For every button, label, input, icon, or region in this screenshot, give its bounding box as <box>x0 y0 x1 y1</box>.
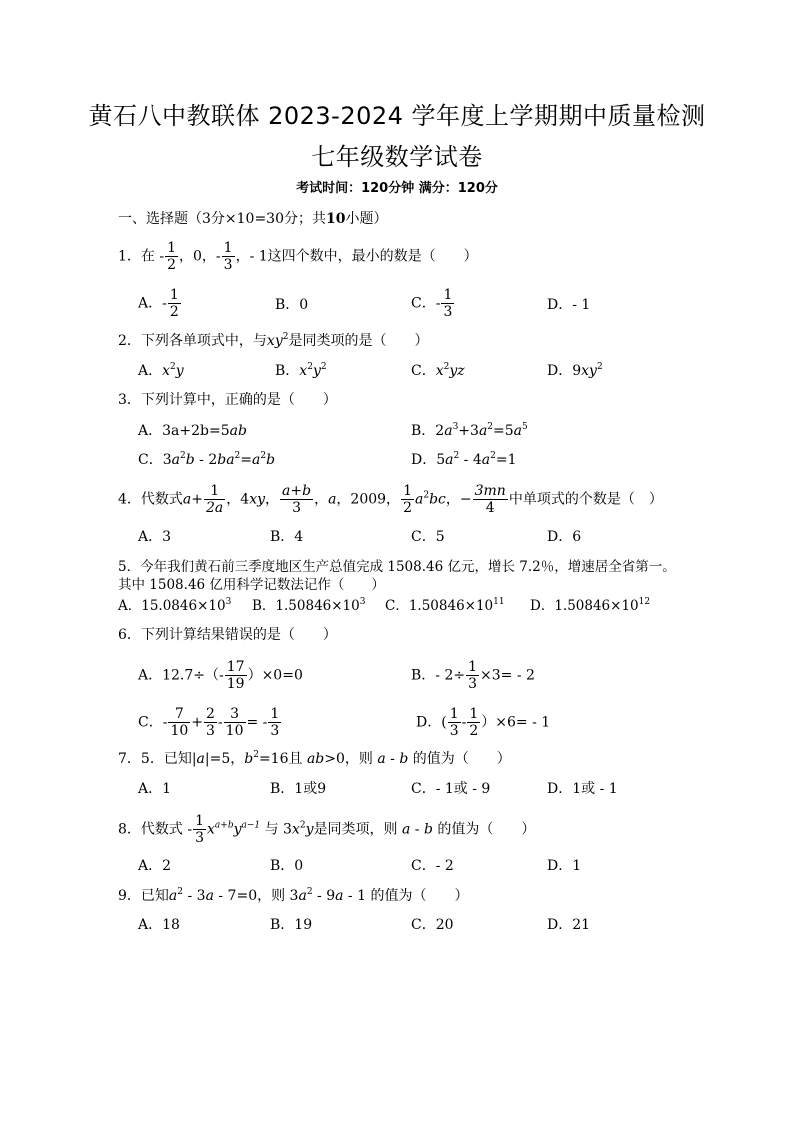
q8-option-b[interactable]: B．0 <box>270 858 304 874</box>
exam-info-middle: 分钟 满分： <box>388 181 458 196</box>
math-var: a <box>168 888 178 904</box>
exam-info-suffix: 分 <box>484 181 498 196</box>
math-var: a <box>478 423 488 439</box>
option-text: B．- 2÷ <box>411 667 466 684</box>
denominator: 10 <box>170 723 189 739</box>
q4-text: ， <box>314 491 329 508</box>
q9-text: - 3 <box>183 888 206 904</box>
q4-text: + <box>191 491 204 508</box>
section-label-a: 一、选择题（3分×10=30分；共 <box>118 211 326 227</box>
denominator: 2 <box>169 304 179 320</box>
section-heading <box>118 208 387 228</box>
exponent: 12 <box>638 597 651 607</box>
numerator: 1 <box>468 659 478 675</box>
denominator: 3 <box>449 723 459 739</box>
math-var: bc <box>429 491 446 508</box>
option-text: =1 <box>495 452 517 468</box>
option-text: - <box>217 714 223 731</box>
q1-option-c[interactable] <box>411 287 455 320</box>
q4-text: ，2009， <box>336 491 401 508</box>
question-4-stem <box>118 483 663 516</box>
numerator: 1 <box>223 240 233 256</box>
math-var: xy <box>581 363 597 379</box>
q1-text: 1．在 - <box>118 248 165 265</box>
exponent: 5 <box>522 422 528 432</box>
q7-text: 的值为（ ） <box>408 751 511 767</box>
fraction <box>280 483 313 516</box>
option-text: A．12.7÷（- <box>138 667 224 684</box>
math-var: xy <box>266 333 283 349</box>
denominator: 3 <box>195 830 205 846</box>
numerator: 1 <box>195 813 205 829</box>
fraction <box>224 706 246 739</box>
question-5-stem-line2: 其中 1508.46 亿用科学记数法记作（ ） <box>118 577 385 593</box>
q7-option-a[interactable]: A．1 <box>138 781 172 797</box>
q5-option-b[interactable] <box>252 598 365 614</box>
numerator: 7 <box>174 706 184 722</box>
denominator: 2 <box>469 723 479 739</box>
numerator: 3 <box>230 706 240 722</box>
q9-option-c[interactable]: C．20 <box>411 917 454 933</box>
option-label: B． <box>275 363 300 379</box>
math-var: a <box>401 821 411 838</box>
denominator: 3 <box>280 499 313 516</box>
option-text: =5 <box>493 423 514 439</box>
math-var: ab <box>229 423 247 439</box>
q1-text: ，- 1这四个数中，最小的数是（ ） <box>235 248 478 265</box>
denominator: 3 <box>270 723 280 739</box>
q1-option-a[interactable] <box>138 287 182 320</box>
math-var: a <box>444 423 453 439</box>
q3-option-c[interactable] <box>138 452 275 468</box>
math-var: x <box>299 363 308 379</box>
q4-option-c[interactable]: C．5 <box>411 529 445 545</box>
option-text: - <box>461 714 467 731</box>
numerator: 1 <box>469 706 479 722</box>
math-var: ba <box>217 452 235 468</box>
math-var: a <box>445 452 454 468</box>
denominator: 3 <box>468 676 478 692</box>
exam-info-prefix: 考试时间： <box>296 181 362 196</box>
question-2-stem <box>118 333 428 349</box>
q2-option-a[interactable] <box>138 363 184 379</box>
fraction <box>473 483 508 516</box>
math-var: y <box>175 363 184 379</box>
q9-option-a[interactable]: A．18 <box>138 917 180 933</box>
exponent: 2 <box>320 362 327 372</box>
q8-option-c[interactable]: C．- 2 <box>411 858 454 874</box>
q7-text: 7．5．已知| <box>118 751 197 767</box>
q1-option-b[interactable]: B．0 <box>275 297 309 313</box>
exponent: 2 <box>490 451 496 461</box>
question-1-stem <box>118 240 478 273</box>
numerator: 1 <box>169 287 179 303</box>
math-var: yz <box>449 363 465 379</box>
fraction <box>466 659 479 692</box>
math-var: a <box>414 491 424 508</box>
question-9-stem <box>118 888 468 904</box>
exponent: 2 <box>423 490 430 501</box>
denominator: 3 <box>443 304 453 320</box>
q8-text: 8．代数式 - <box>118 821 193 838</box>
math-var: x <box>291 821 300 838</box>
numerator: 1 <box>443 287 453 303</box>
fraction <box>168 706 190 739</box>
math-var: b <box>423 821 433 838</box>
q8-option-a[interactable]: A．2 <box>138 858 172 874</box>
exponent: 2 <box>596 362 603 372</box>
option-label: B．2 <box>411 423 445 439</box>
exponent: 2 <box>179 451 186 461</box>
fraction <box>165 240 178 273</box>
exam-score: 120 <box>457 181 485 196</box>
exponent: a−1 <box>241 820 261 831</box>
option-text: D．( <box>416 714 447 731</box>
q9-text: - 9 <box>312 888 336 904</box>
q4-text: 4．代数式 <box>118 491 183 508</box>
exponent: 2 <box>487 422 494 432</box>
math-var: a <box>182 491 192 508</box>
exponent: 2 <box>453 451 460 461</box>
q8-text: 与 3 <box>260 821 292 838</box>
exponent: 2 <box>234 451 241 461</box>
math-var: y <box>305 821 314 838</box>
q5-option-d[interactable] <box>530 598 650 614</box>
q9-option-d[interactable]: D．21 <box>547 917 591 933</box>
q3-option-a[interactable] <box>138 423 247 439</box>
option-text: D．1.50846×10 <box>530 598 639 614</box>
q7-option-d[interactable]: D．1或 - 1 <box>547 781 618 797</box>
denominator: 2 <box>403 500 412 516</box>
q7-text: >0，则 <box>324 751 378 767</box>
math-var: a <box>171 452 180 468</box>
numerator: 3mn <box>474 483 506 499</box>
q9-text: - 7=0，则 3 <box>213 888 299 904</box>
option-text: A．15.0846×10 <box>118 598 226 614</box>
q2-text: 是同类项的是（ ） <box>288 333 429 349</box>
q7-option-c[interactable]: C．- 1或 - 9 <box>411 781 491 797</box>
q2-option-c[interactable] <box>411 363 465 379</box>
fraction <box>168 287 181 320</box>
math-var: b <box>244 751 254 767</box>
option-text: ×3= - 2 <box>480 667 535 684</box>
option-text: C．1.50846×10 <box>385 598 494 614</box>
numerator: 1 <box>403 483 412 499</box>
option-text: +3 <box>458 423 479 439</box>
exponent: 11 <box>493 597 505 607</box>
math-var: a <box>377 751 386 767</box>
math-var: a <box>335 888 344 904</box>
option-text: ）×0=0 <box>247 667 303 684</box>
q2-option-b[interactable] <box>275 363 327 379</box>
q4-text: 中单项式的个数是（ ） <box>508 491 663 508</box>
q4-text: ， <box>265 491 280 508</box>
q8-text: 是同类项，则 <box>313 821 402 838</box>
q6-option-b[interactable] <box>411 659 535 692</box>
math-var: b <box>185 452 195 468</box>
q3-option-d[interactable] <box>411 452 517 468</box>
numerator: 1 <box>210 483 220 499</box>
denominator: 10 <box>225 723 244 739</box>
fraction <box>193 813 206 846</box>
math-var: a <box>328 491 337 508</box>
exponent: 2 <box>443 362 450 372</box>
option-text: - 4 <box>459 452 482 468</box>
math-var: ab <box>306 751 325 767</box>
math-var: b <box>266 452 276 468</box>
question-6-stem: 6．下列计算结果错误的是（ ） <box>118 627 337 643</box>
q6-option-d[interactable] <box>416 706 550 739</box>
q2-text: 2．下列各单项式中，与 <box>118 333 267 349</box>
fraction <box>401 483 414 516</box>
numerator: 2 <box>206 706 215 722</box>
q7-text: =16且 <box>258 751 307 767</box>
q1-option-d[interactable]: D．- 1 <box>547 297 591 313</box>
option-label: C．3 <box>138 452 172 468</box>
exponent: 2 <box>282 332 289 342</box>
option-text: C．- <box>411 295 441 312</box>
option-text: = <box>240 452 253 468</box>
math-var: a <box>513 423 523 439</box>
exponent: a+b <box>214 820 234 831</box>
option-text: A．- <box>138 295 167 312</box>
math-var: b <box>399 751 409 767</box>
denominator: 2a <box>206 500 224 516</box>
q4-option-b[interactable]: B．4 <box>270 529 304 545</box>
fraction <box>204 483 225 516</box>
fraction <box>467 706 480 739</box>
fraction <box>204 706 217 739</box>
exponent: 3 <box>359 597 366 607</box>
option-text: ）×6= - 1 <box>481 714 551 731</box>
q8-option-d[interactable]: D．1 <box>547 858 582 874</box>
exam-title-line2: 七年级数学试卷 <box>311 143 483 171</box>
fraction <box>441 287 454 320</box>
exam-title-line1: 黄石八中教联体 2023-2024 学年度上学期期中质量检测 <box>88 102 706 130</box>
fraction <box>222 240 235 273</box>
q4-text: ，4 <box>226 491 250 508</box>
q4-option-d[interactable]: D．6 <box>547 529 582 545</box>
exponent: 2 <box>253 750 259 760</box>
question-5-stem-line1: 5．今年我们黄石前三季度地区生产总值完成 1508.46 亿元，增长 7.2％，增速居全省第一。 <box>118 559 676 575</box>
exponent: 2 <box>307 362 313 372</box>
section-label-b: 小题） <box>345 211 388 227</box>
fraction <box>268 706 281 739</box>
math-var: a <box>481 452 491 468</box>
option-text: B．1.50846×10 <box>252 598 360 614</box>
denominator: 3 <box>223 257 233 273</box>
math-var: x <box>162 363 171 379</box>
numerator: 17 <box>226 659 245 675</box>
q4-option-a[interactable]: A．3 <box>138 529 172 545</box>
math-var: x <box>435 363 444 379</box>
math-var: a <box>196 751 205 767</box>
option-label: C． <box>411 363 436 379</box>
exponent: 3 <box>225 597 232 607</box>
exponent: 2 <box>170 362 176 372</box>
q8-text: 的值为（ ） <box>432 821 536 838</box>
option-label: A． <box>138 363 163 379</box>
q7-option-b[interactable]: B．1或9 <box>270 781 327 797</box>
exponent: 2 <box>260 451 267 461</box>
q5-option-a[interactable] <box>118 598 231 614</box>
q6-option-c[interactable] <box>138 706 282 739</box>
option-text: - 2 <box>194 452 218 468</box>
exam-info <box>0 177 794 196</box>
q1-text: ，0，- <box>179 248 221 265</box>
q4-text: ，− <box>445 491 472 508</box>
denominator: 19 <box>226 676 245 692</box>
q9-text: - 1 的值为（ ） <box>343 888 469 904</box>
q8-text: - <box>410 821 424 838</box>
math-var: a <box>252 452 261 468</box>
q9-text: 9．已知 <box>118 888 169 904</box>
denominator: 4 <box>473 499 508 516</box>
math-var: a <box>205 888 214 904</box>
exponent: 2 <box>306 887 313 897</box>
option-text: = - <box>246 714 268 731</box>
exam-time: 120 <box>361 181 389 196</box>
question-8-stem <box>118 813 535 846</box>
question-3-stem: 3．下列计算中，正确的是（ ） <box>118 392 337 408</box>
q5-option-c[interactable] <box>385 598 505 614</box>
fraction <box>225 659 247 692</box>
math-var: xy <box>249 491 266 508</box>
numerator: 1 <box>167 240 177 256</box>
denominator: 3 <box>206 723 215 739</box>
option-text: + <box>191 714 204 731</box>
option-label: D．5 <box>411 452 446 468</box>
math-var: a <box>298 888 307 904</box>
numerator: 1 <box>270 706 280 722</box>
q7-text: - <box>385 751 400 767</box>
exponent: 2 <box>299 820 306 831</box>
option-label: D．9 <box>547 363 582 379</box>
section-count: 10 <box>326 211 346 227</box>
q6-option-a[interactable] <box>138 659 303 692</box>
math-var: y <box>233 821 242 838</box>
fraction <box>448 706 461 739</box>
math-var: y <box>312 363 321 379</box>
q9-option-b[interactable]: B．19 <box>270 917 313 933</box>
math-var: x <box>207 821 215 838</box>
exponent: 3 <box>452 422 459 432</box>
q2-option-d[interactable] <box>547 363 603 379</box>
exponent: 2 <box>177 887 184 897</box>
denominator: 2 <box>167 257 177 273</box>
numerator: 1 <box>449 706 459 722</box>
question-7-stem <box>118 751 511 767</box>
q7-text: |=5， <box>204 751 245 767</box>
q3-option-b[interactable] <box>411 423 528 439</box>
numerator: a+b <box>282 483 312 499</box>
option-text: C．- <box>138 714 168 731</box>
option-label: A．3a+2b=5 <box>138 423 230 439</box>
